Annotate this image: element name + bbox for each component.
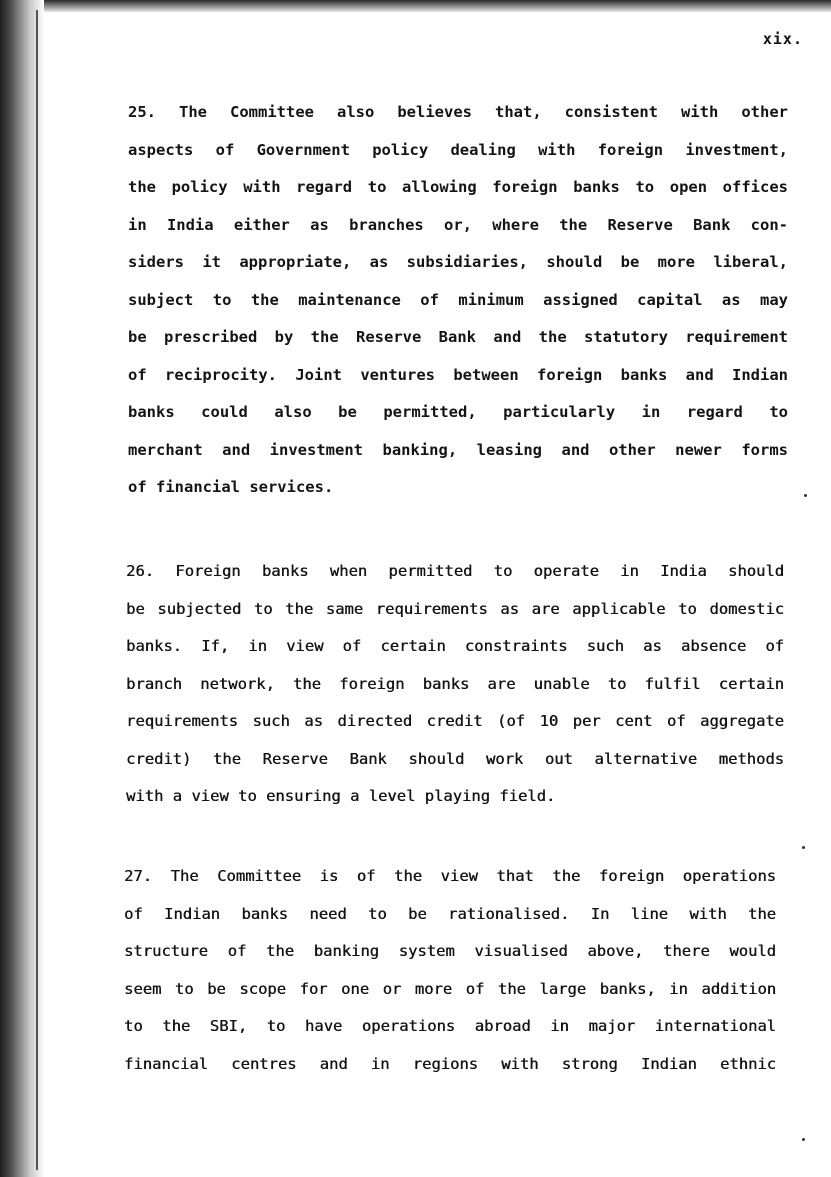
- paragraph-line: banks. If, in view of certain constraints such as absence of: [126, 637, 784, 655]
- paragraph-line: be prescribed by the Reserve Bank and the statutory requirement: [128, 328, 788, 346]
- paragraph-line: subject to the maintenance of minimum assigned capital as may: [128, 290, 788, 309]
- scan-top-edge: [0, 0, 831, 12]
- paragraph-line: banks could also be permitted, particularly in regard to: [128, 403, 788, 421]
- paragraph-line: financial centres and in regions with strong Indian ethnic: [124, 1054, 776, 1073]
- paragraph-line: 25. The Committee also believes that, consistent with other: [128, 103, 788, 121]
- scan-speck: [802, 846, 805, 849]
- paragraph-26: [126, 553, 784, 816]
- paragraph-line: to the SBI, to have operations abroad in major international: [124, 1017, 776, 1035]
- paragraph-line: with a view to ensuring a level playing field.: [126, 787, 556, 805]
- paragraph-line: siders it appropriate, as subsidiaries, should be more liberal,: [128, 253, 788, 271]
- paragraph-line: aspects of Government policy dealing with foreign investment,: [128, 140, 788, 159]
- paragraph-line: branch network, the foreign banks are unable to fulfil certain: [126, 674, 784, 693]
- paragraph-line: credit) the Reserve Bank should work out alternative methods: [126, 749, 784, 768]
- paragraph-line: merchant and investment banking, leasing and other newer forms: [128, 440, 788, 459]
- paragraph-line: 26. Foreign banks when permitted to operate in India should: [126, 562, 784, 580]
- document-page: [44, 12, 831, 1177]
- binding-line: [36, 10, 38, 1170]
- paragraph-line: of financial services.: [128, 478, 334, 496]
- scan-speck: [802, 1138, 805, 1141]
- paragraph-line: of reciprocity. Joint ventures between foreign banks and Indian: [128, 365, 788, 384]
- paragraph-line: structure of the banking system visualised above, there would: [124, 942, 776, 960]
- page-number: xix.: [762, 30, 803, 48]
- paragraph-line: be subjected to the same requirements as are applicable to domestic: [126, 599, 784, 618]
- paragraph-line: requirements such as directed credit (of 10 per cent of aggregate: [126, 712, 784, 730]
- paragraph-line: the policy with regard to allowing foreign banks to open offices: [128, 178, 788, 196]
- paragraph-25: [128, 94, 788, 507]
- paragraph-27: [124, 858, 776, 1083]
- paragraph-line: in India either as branches or, where the Reserve Bank con-: [128, 215, 788, 234]
- paragraph-line: 27. The Committee is of the view that the foreign operations: [124, 867, 776, 885]
- scan-speck: [804, 494, 807, 497]
- paragraph-line: of Indian banks need to be rationalised. In line with the: [124, 904, 776, 923]
- paragraph-line: seem to be scope for one or more of the large banks, in addition: [124, 979, 776, 998]
